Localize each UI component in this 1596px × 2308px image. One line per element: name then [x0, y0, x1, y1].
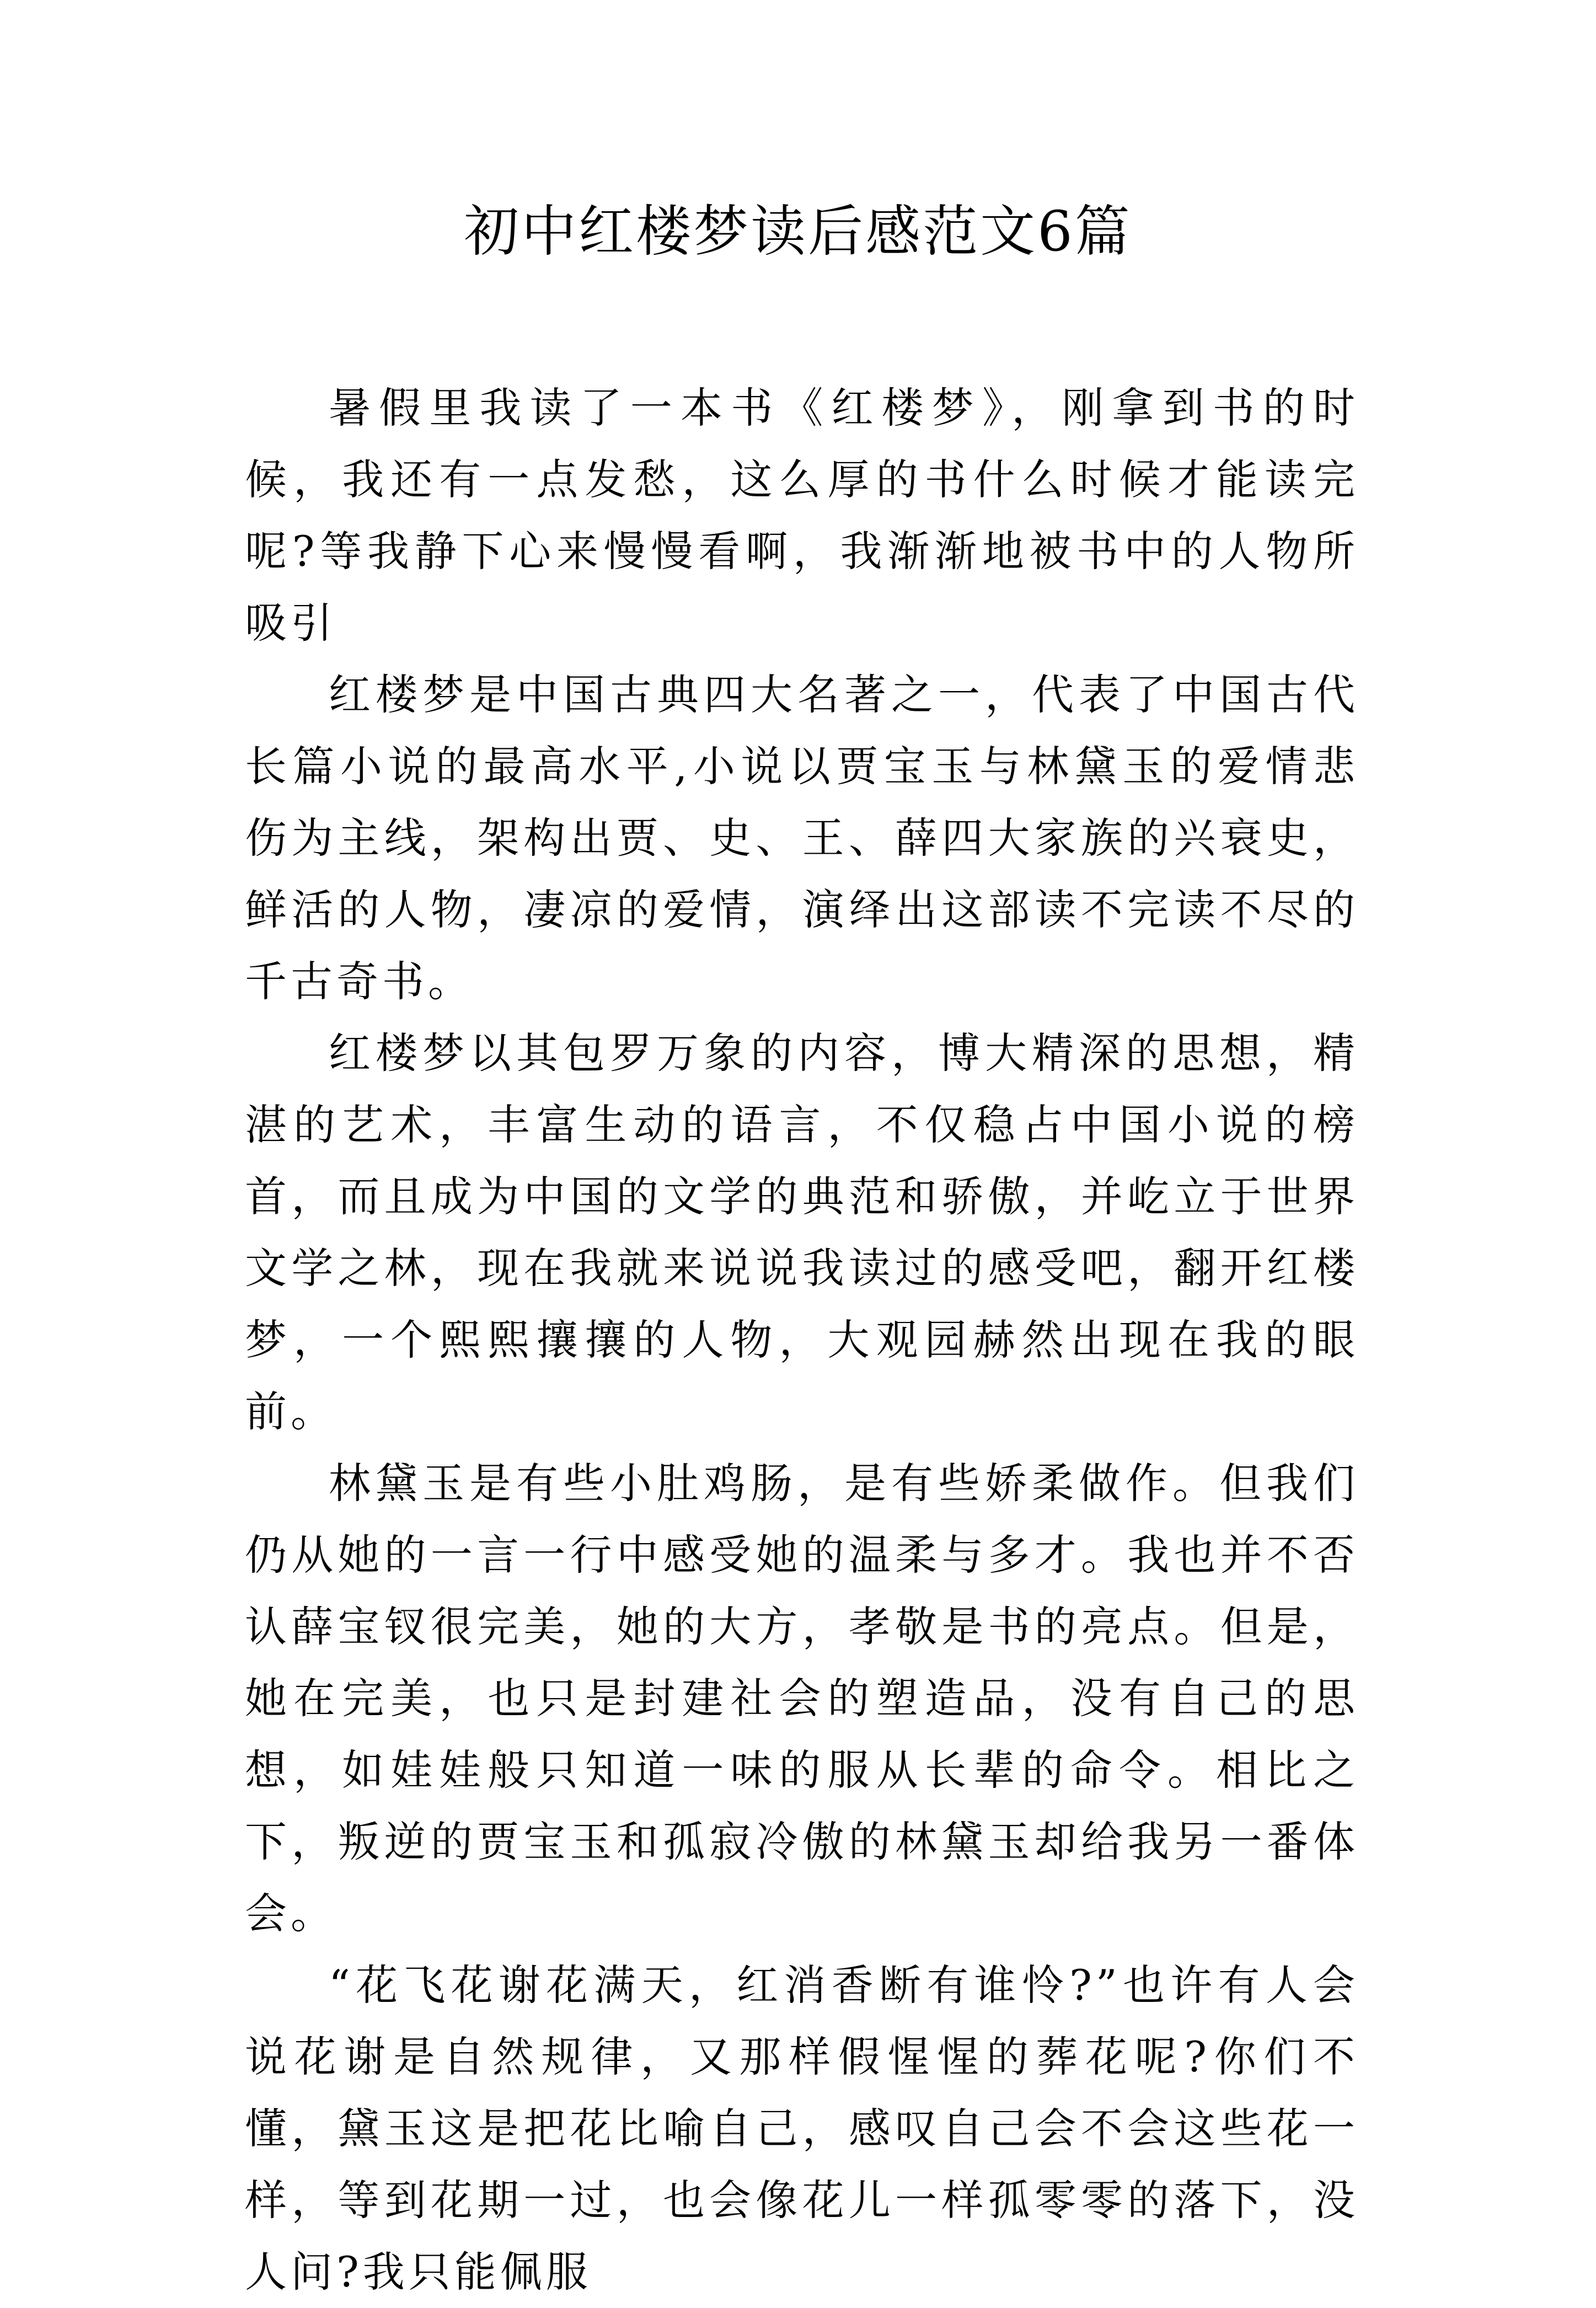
document-body — [245, 372, 1359, 2308]
paragraph: 林黛玉是有些小肚鸡肠，是有些娇柔做作。但我们仍从她的一言一行中感受她的温柔与多才。我也并不否认薛宝钗很完美，她的大方，孝敬是书的亮点。但是，她在完美，也只是封建社会的塑造品，没有自己的思想，如娃娃般只知道一味的服从长辈的命令。相比之下，叛逆的贾宝玉和孤寂冷傲的林黛玉却给我另一番体会。 — [245, 1459, 1359, 1938]
paragraph: 红楼梦是中国古典四大名著之一，代表了中国古代长篇小说的最高水平,小说以贾宝玉与林黛玉的爱情悲伤为主线，架构出贾、史、王、薛四大家族的兴衰史，鲜活的人物，凄凉的爱情，演绎出这部读不完读不尽的千古奇书。 — [245, 670, 1359, 1006]
paragraph: “花飞花谢花满天，红消香断有谁怜?”也许有人会说花谢是自然规律，又那样假惺惺的葬花呢?你们不懂，黛玉这是把花比喻自己，感叹自己会不会这些花一样，等到花期一过，也会像花儿一样孤零零的落下，没人问?我只能佩服 — [245, 1961, 1359, 2296]
paragraph: 红楼梦以其包罗万象的内容，博大精深的思想，精湛的艺术，丰富生动的语言，不仅稳占中国小说的榜首，而且成为中国的文学的典范和骄傲，并屹立于世界文学之林，现在我就来说说我读过的感受吧，翻开红楼梦，一个熙熙攘攘的人物，大观园赫然出现在我的眼前。 — [245, 1029, 1359, 1436]
document-title: 初中红楼梦读后感范文6篇 — [464, 199, 1132, 264]
paragraph: 暑假里我读了一本书《红楼梦》，刚拿到书的时候，我还有一点发愁，这么厚的书什么时候才能读完呢?等我静下心来慢慢看啊，我渐渐地被书中的人物所吸引 — [245, 383, 1359, 647]
